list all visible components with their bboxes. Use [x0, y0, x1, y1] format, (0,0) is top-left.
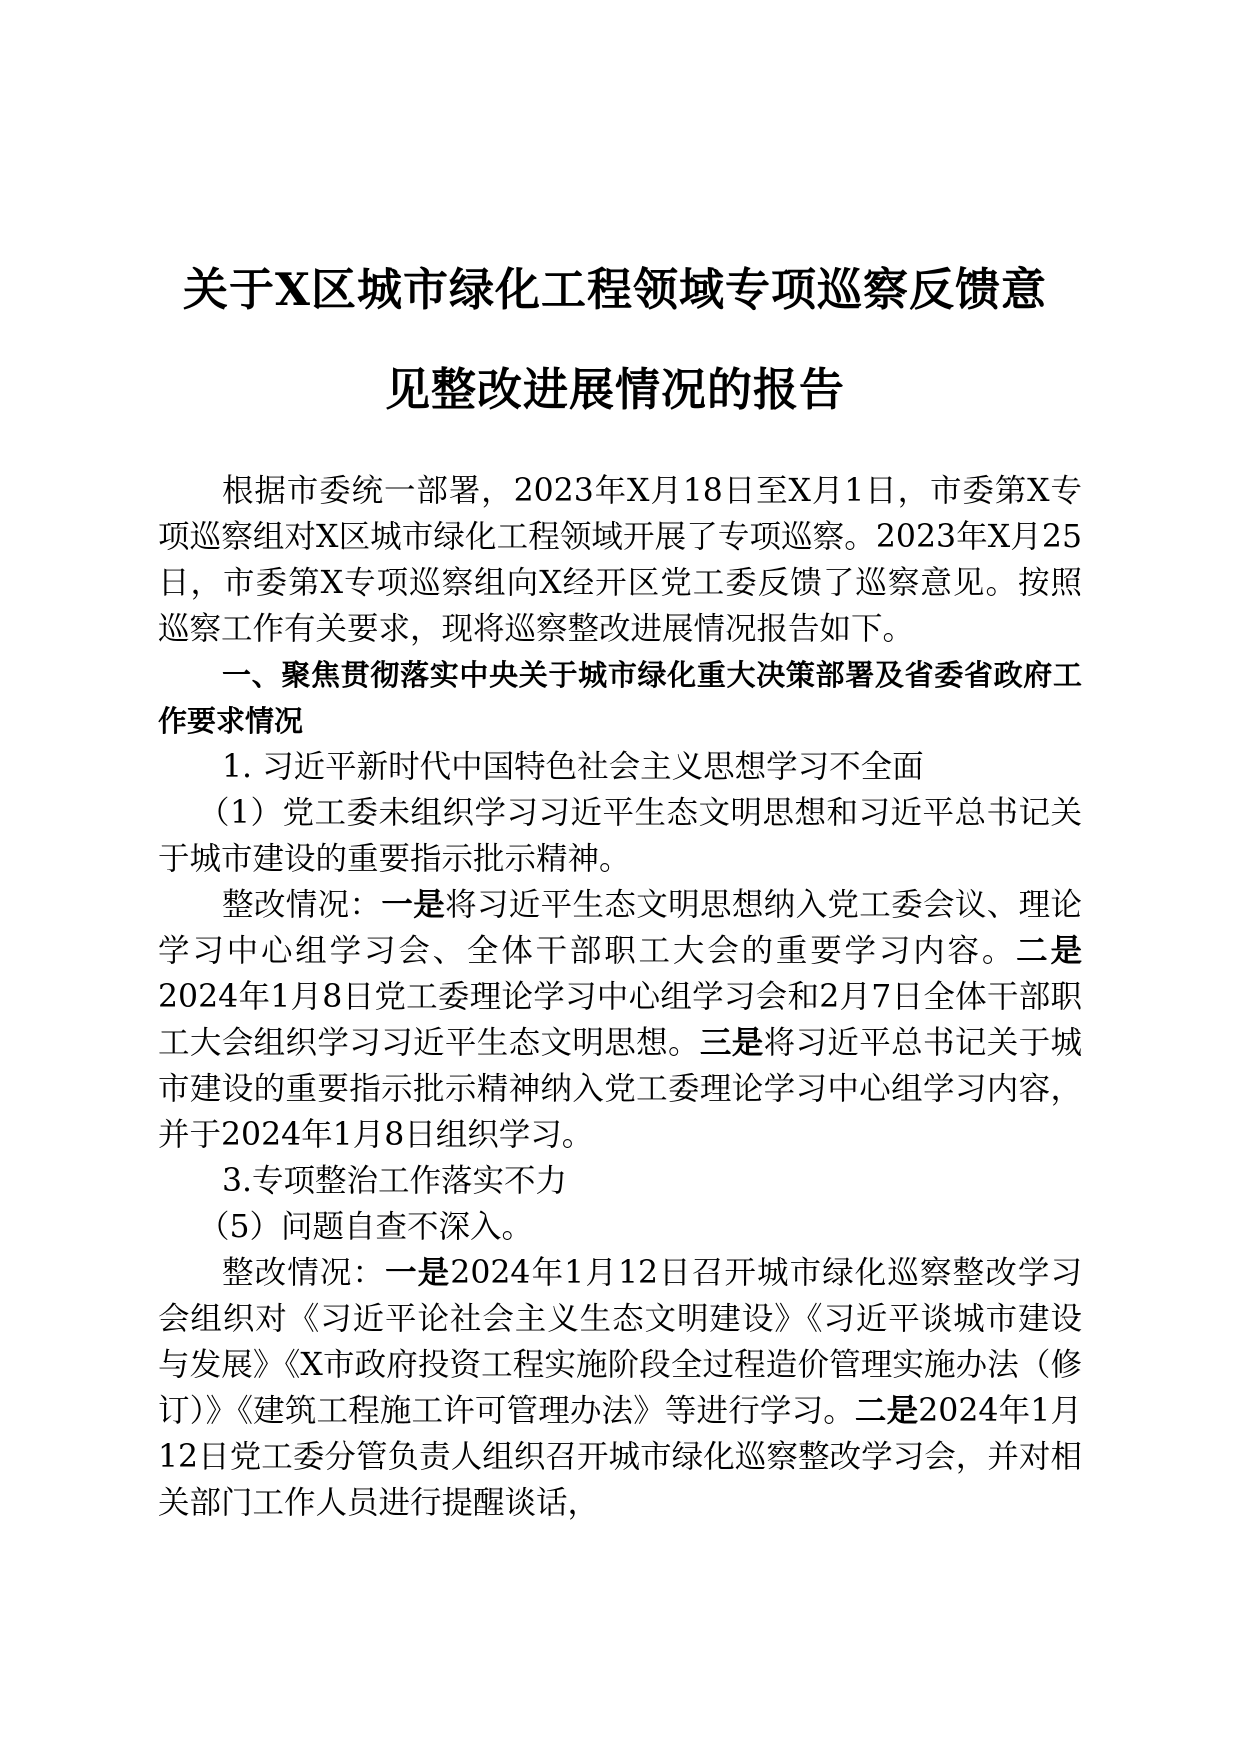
rectification-label: 整改情况： — [222, 1255, 386, 1291]
lead-one: 一是 — [381, 887, 446, 923]
item-3-sub-5: （5）问题自查不深入。 — [198, 1209, 534, 1245]
rectification-text: 将习近平总书记关于城市建设的重要指示批示精神纳入党工委理论学习中心组学习内容，并于2024年1月8日组织学习。 — [158, 1025, 1082, 1153]
rectification-text: 2024年1月12日召开城市绿化巡察整改学习会组织对《习近平论社会主义生态文明建设》《习近平谈城市建设与发展》《X市政府投资工程实施阶段全过程造价管理实施办法（修订）》《建筑工程施工许可管理办法》等进行学习。 — [158, 1255, 1082, 1429]
lead-one: 一是 — [385, 1255, 451, 1291]
lead-two: 二是 — [1016, 933, 1082, 969]
rectification-label: 整改情况： — [222, 887, 382, 923]
lead-two: 二是 — [854, 1393, 919, 1429]
rectification-paragraph-2 — [158, 1250, 1082, 1526]
lead-three: 三是 — [699, 1025, 764, 1061]
item-1-title: 1. 习近平新时代中国特色社会主义思想学习不全面 — [222, 749, 924, 785]
item-1-sub-1: （1）党工委未组织学习习近平生态文明思想和习近平总书记关于城市建设的重要指示批示精神。 — [158, 795, 1082, 877]
item-3-title: 3.专项整治工作落实不力 — [222, 1163, 568, 1199]
title-line-2: 见整改进展情况的报告 — [384, 363, 845, 416]
document-body — [158, 468, 1082, 1526]
title-line-1: 关于X区城市绿化工程领域专项巡察反馈意 — [183, 263, 1047, 316]
rectification-text: 2024年1月12日党工委分管负责人组织召开城市绿化巡察整改学习会，并对相关部门工作人员进行提醒谈话， — [158, 1393, 1082, 1521]
section-1-heading: 一、聚焦贯彻落实中央关于城市绿化重大决策部署及省委省政府工作要求情况 — [158, 658, 1082, 738]
rectification-text: 2024年1月8日党工委理论学习中心组学习会和2月7日全体干部职工大会组织学习习近平生态文明思想。 — [158, 979, 1082, 1061]
rectification-text: 将习近平生态文明思想纳入党工委会议、理论学习中心组学习会、全体干部职工大会的重要学习内容。 — [158, 887, 1082, 969]
rectification-paragraph-1 — [158, 882, 1082, 1158]
document-title — [150, 240, 1080, 440]
intro-paragraph: 根据市委统一部署，2023年X月18日至X月1日，市委第X专项巡察组对X区城市绿化工程领域开展了专项巡察。2023年X月25日，市委第X专项巡察组向X经开区党工委反馈了巡察意见。按照巡察工作有关要求，现将巡察整改进展情况报告如下。 — [158, 473, 1082, 647]
